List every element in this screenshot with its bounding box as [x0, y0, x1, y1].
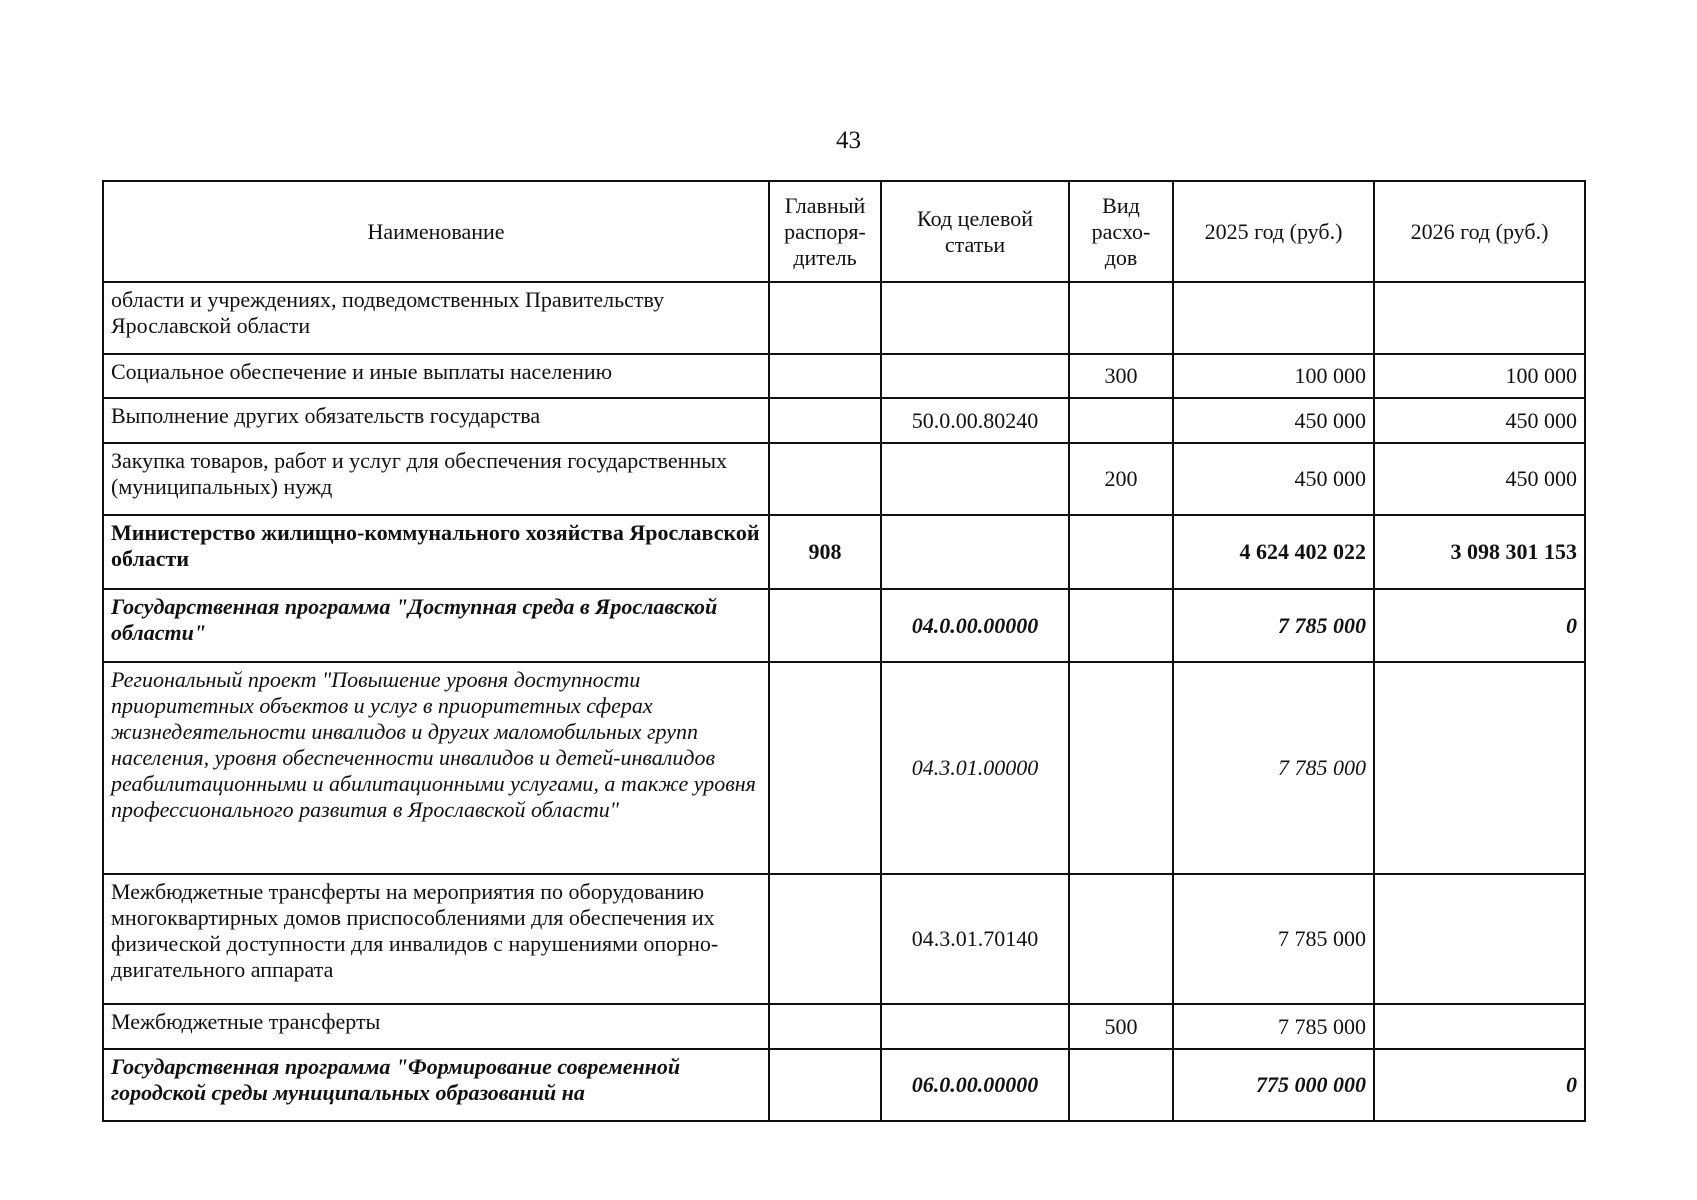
row-name: Министерство жилищно-коммунального хозяйства Ярославской области [103, 515, 769, 589]
table-row [103, 515, 1585, 589]
table-row [103, 282, 1585, 354]
header-2026: 2026 год (руб.) [1374, 181, 1585, 282]
row-code: 04.3.01.70140 [881, 874, 1069, 1004]
row-2025: 7 785 000 [1173, 1004, 1374, 1049]
row-name: Межбюджетные трансферты на мероприятия по оборудованию многоквартирных домов приспособлениями для обеспечения их физической доступности для инвалидов с нарушениями опорно-двигательного аппарата [103, 874, 769, 1004]
row-manager [769, 354, 881, 398]
row-code [881, 354, 1069, 398]
row-2026 [1374, 1004, 1585, 1049]
row-code: 04.3.01.00000 [881, 662, 1069, 874]
table-row [103, 874, 1585, 1004]
row-2025: 7 785 000 [1173, 662, 1374, 874]
header-code: Код целевой статьи [881, 181, 1069, 282]
header-name: Наименование [103, 181, 769, 282]
row-expense-type [1069, 589, 1173, 662]
row-expense-type [1069, 515, 1173, 589]
row-expense-type: 200 [1069, 443, 1173, 515]
row-code [881, 1004, 1069, 1049]
row-manager [769, 1049, 881, 1121]
page-number: 43 [836, 127, 861, 154]
header-expense-type: Вид расхо-дов [1069, 181, 1173, 282]
table-row [103, 443, 1585, 515]
row-expense-type [1069, 874, 1173, 1004]
row-2025: 7 785 000 [1173, 589, 1374, 662]
row-2026 [1374, 874, 1585, 1004]
row-2026: 100 000 [1374, 354, 1585, 398]
table-row [103, 1004, 1585, 1049]
table-row [103, 354, 1585, 398]
header-manager: Главный распоря-дитель [769, 181, 881, 282]
row-manager [769, 443, 881, 515]
table-row [103, 589, 1585, 662]
row-2026: 450 000 [1374, 443, 1585, 515]
row-name: Государственная программа "Доступная среда в Ярославской области" [103, 589, 769, 662]
row-code [881, 443, 1069, 515]
row-2026: 450 000 [1374, 398, 1585, 443]
row-expense-type: 300 [1069, 354, 1173, 398]
row-2026: 0 [1374, 589, 1585, 662]
row-code: 06.0.00.00000 [881, 1049, 1069, 1121]
budget-table [102, 180, 1586, 1122]
row-manager: 908 [769, 515, 881, 589]
header-2025: 2025 год (руб.) [1173, 181, 1374, 282]
row-manager [769, 282, 881, 354]
row-code: 50.0.00.80240 [881, 398, 1069, 443]
row-manager [769, 662, 881, 874]
row-name: Выполнение других обязательств государства [103, 398, 769, 443]
row-2025: 775 000 000 [1173, 1049, 1374, 1121]
row-expense-type: 500 [1069, 1004, 1173, 1049]
row-2025: 450 000 [1173, 398, 1374, 443]
row-expense-type [1069, 662, 1173, 874]
row-manager [769, 398, 881, 443]
row-expense-type [1069, 282, 1173, 354]
row-manager [769, 589, 881, 662]
row-manager [769, 1004, 881, 1049]
row-expense-type [1069, 398, 1173, 443]
row-name: Государственная программа "Формирование современной городской среды муниципальных образований на [103, 1049, 769, 1121]
row-name: Региональный проект "Повышение уровня доступности приоритетных объектов и услуг в приоритетных сферах жизнедеятельности инвалидов и других маломобильных групп населения, уровня обеспеченности инвалидов и детей-инвалидов реабилитационными и абилитационными услугами, а также уровня профессионального развития в Ярославской области" [103, 662, 769, 874]
table-row [103, 398, 1585, 443]
table-row [103, 662, 1585, 874]
row-code: 04.0.00.00000 [881, 589, 1069, 662]
row-name: Закупка товаров, работ и услуг для обеспечения государственных (муниципальных) нужд [103, 443, 769, 515]
row-2026 [1374, 282, 1585, 354]
row-2025: 4 624 402 022 [1173, 515, 1374, 589]
row-manager [769, 874, 881, 1004]
row-2025 [1173, 282, 1374, 354]
table-header-row [103, 181, 1585, 282]
table-row [103, 1049, 1585, 1121]
row-expense-type [1069, 1049, 1173, 1121]
row-2025: 100 000 [1173, 354, 1374, 398]
row-name: Социальное обеспечение и иные выплаты населению [103, 354, 769, 398]
row-code [881, 515, 1069, 589]
row-2026: 3 098 301 153 [1374, 515, 1585, 589]
row-2025: 7 785 000 [1173, 874, 1374, 1004]
row-2026 [1374, 662, 1585, 874]
row-name: области и учреждениях, подведомственных Правительству Ярославской области [103, 282, 769, 354]
row-code [881, 282, 1069, 354]
row-2025: 450 000 [1173, 443, 1374, 515]
row-name: Межбюджетные трансферты [103, 1004, 769, 1049]
row-2026: 0 [1374, 1049, 1585, 1121]
